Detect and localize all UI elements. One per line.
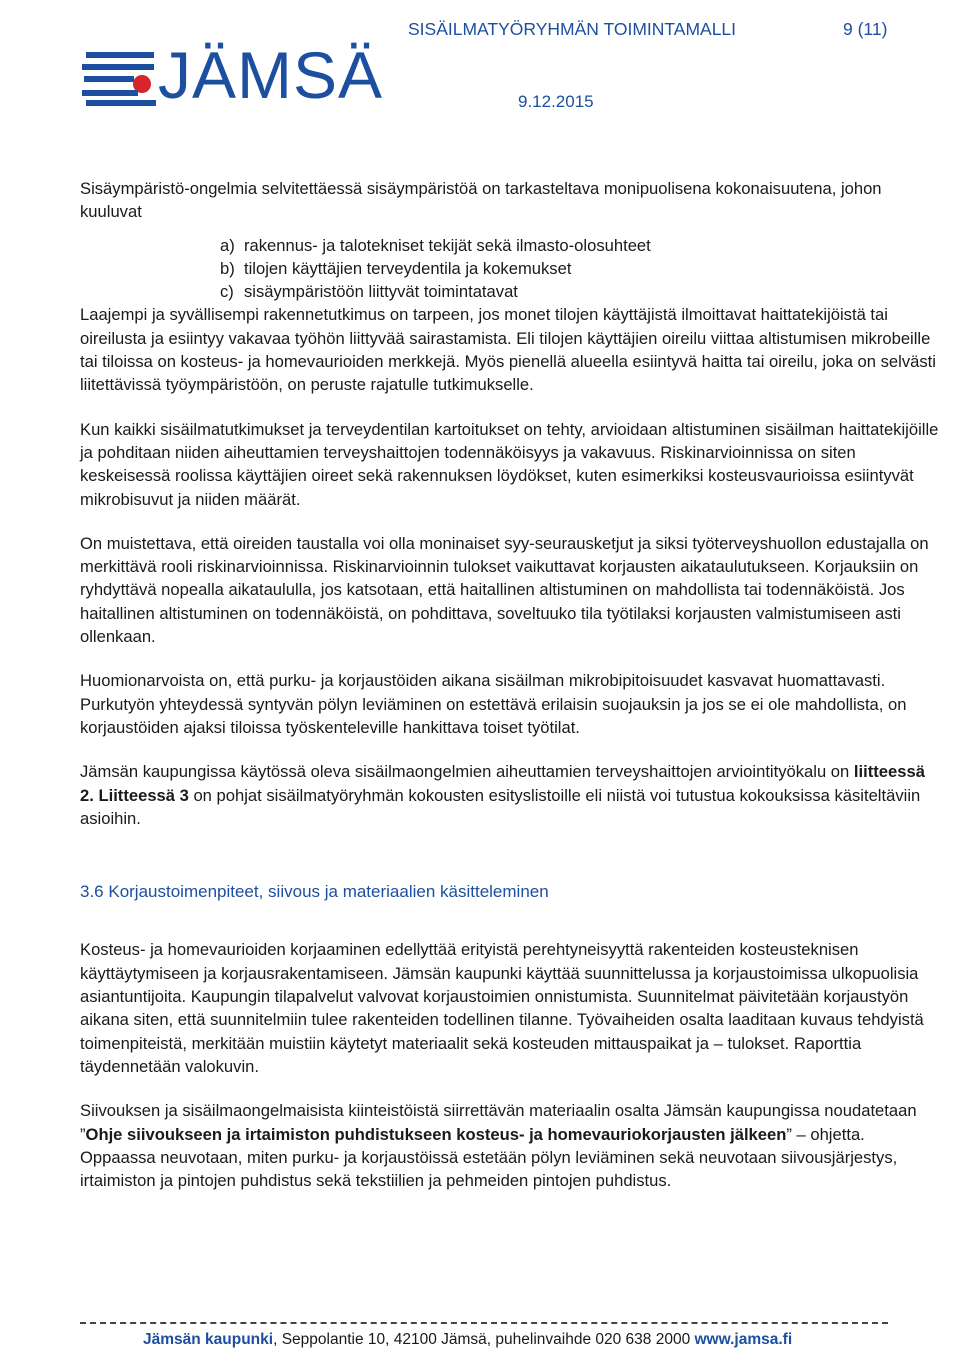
factor-list <box>220 234 942 304</box>
list-marker: b) <box>220 258 235 278</box>
paragraph-intro: Sisäympäristö-ongelmia selvitettäessä sisäympäristöä on tarkasteltava monipuolisena kokonaisuutena, johon kuuluvat <box>80 179 882 222</box>
attachment-reference: liitteessä 2. Liitteessä 3 <box>80 762 925 805</box>
paragraph-2: Kun kaikki sisäilmatutkimukset ja terveydentilan kartoitukset on tehty, arvioidaan altistuminen sisäilman haittatekijöille ja pohditaan niiden aiheuttamien terveyshaittojen todennäköisyys ja vakavuus. Riskinarvioinnissa on siten keskeisessä roolissa käyttäjien oireet sekä rakennuksen löydökset, kuten esimerkiksi kosteusvaurioissa esiintyvät mikrobisuvut ja niiden määrät. <box>80 419 939 509</box>
guide-title: Ohje siivoukseen ja irtaimiston puhdistukseen kosteus- ja homevauriokorjausten jälkeen <box>85 1124 787 1144</box>
paragraph-7-text-end: ” – ohjetta. Oppaassa neuvotaan, miten purku- ja korjaustöissä estetään pölyn leviäminen sekä neuvotaan siivousjärjestys, irtaimiston ja pintojen puhdistus sekä tekstiilien ja pehmeiden pintojen puhdistus. <box>80 1124 898 1191</box>
footer-website-link[interactable]: www.jamsa.fi <box>694 1331 793 1348</box>
list-item <box>220 234 942 257</box>
list-item-text: tilojen käyttäjien terveydentila ja kokemukset <box>244 258 572 278</box>
footer-address: , Seppolantie 10, 42100 Jämsä, puhelinvaihde 020 638 2000 <box>273 1331 695 1348</box>
paragraph-3: On muistettava, että oireiden taustalla voi olla moninaiset syy-seurausketjut ja siksi työterveyshuollon edustajalla on merkittävä rooli riskinarvioinnissa. Riskinarvioinnin tulokset vaikuttavat korjausten aikataulutukseen. Korjauksiin on ryhdyttävä nopealla aikataululla, jos katsotaan, että haitallinen altistuminen on mahdollista tai todennäköistä. Jos haitallinen altistuminen on todennäköistä, on pohdittava, soveltuuko tila työtilaksi korjausten valmistumiseen asti ollenkaan. <box>80 533 929 647</box>
section-heading: 3.6 Korjaustoimenpiteet, siivous ja materiaalien käsitteleminen <box>80 882 549 902</box>
list-marker: c) <box>220 282 234 302</box>
list-marker: a) <box>220 235 235 255</box>
jamsa-logo <box>80 38 384 112</box>
list-item-text: rakennus- ja talotekniset tekijät sekä ilmasto-olosuhteet <box>244 235 651 255</box>
list-item <box>220 257 942 280</box>
document-body <box>80 177 942 1192</box>
document-title: SISÄILMATYÖRYHMÄN TOIMINTAMALLI <box>408 19 737 39</box>
logo-mark-icon <box>80 40 160 110</box>
paragraph-7-text: Siivouksen ja sisäilmaongelmaisista kiinteistöistä siirrettävän materiaalin osalta Jämsän kaupungissa noudatetaan ” <box>80 1101 917 1144</box>
document-date: 9.12.2015 <box>518 92 594 111</box>
paragraph-5-text-end: on pohjat sisäilmatyöryhmän kokousten esityslistoille eli niistä voi tutustua kokouksissa käsiteltäviin asioihin. <box>80 785 921 828</box>
paragraph-1: Laajempi ja syvällisempi rakennetutkimus on tarpeen, jos monet tilojen käyttäjistä ilmoittavat haittatekijöistä tai oireilusta ja esiintyy vakavaa työhön liittyvää sairastamista. Eli tilojen käyttäjien oireilu viittaa altistumisen mikrobeille tai tiloissa on kosteus- ja homevaurioiden merkkejä. Myös pienellä alueella esiintyvä haitta tai oireilu, joka on selvästi liitettävissä työympäristöön, on peruste rajatulle tutkimukselle. <box>80 305 936 395</box>
paragraph-5 <box>80 760 942 830</box>
paragraph-6: Kosteus- ja homevaurioiden korjaaminen edellyttää erityistä perehtyneisyyttä rakenteiden kosteusteknisen käyttäytymiseen ja korjausrakentamiseen. Jämsän kaupunki käyttää suunnittelussa ja korjaustoimissa ulkopuolisia asiantuntijoita. Kaupungin tilapalvelut valvovat korjaustoimien onnistumista. Suunnitelmat päivitetään korjaustyön aikana siten, että suunnitelmiin tulee rakenteiden todellinen tilanne. Työvaiheiden osalta laaditaan kuvaus tehdyistä toimenpiteistä, merkitään muistiin käytetyt materiaalit sekä kosteuden mittauspaikat ja – tulokset. Raporttia täydennetään valokuvin. <box>80 940 924 1076</box>
list-item <box>220 280 942 303</box>
page-number: 9 (11) <box>843 19 888 39</box>
footer-divider <box>80 1322 888 1324</box>
footer-org: Jämsän kaupunki <box>143 1331 274 1348</box>
list-item-text: sisäympäristöön liittyvät toimintatavat <box>244 282 518 302</box>
paragraph-4: Huomionarvoista on, että purku- ja korjaustöiden aikana sisäilman mikrobipitoisuudet kasvavat huomattavasti. Purkutyön yhteydessä syntyvän pölyn leviäminen on estettävä erilaisin suojauksin ja jos se ei ole mahdollista, on korjaustöiden ajaksi tiloissa työskenteleville hankittava toiset työtilat. <box>80 671 907 737</box>
paragraph-5-text: Jämsän kaupungissa käytössä oleva sisäilmaongelmien aiheuttamien terveyshaittojen arviointityökalu on <box>80 762 854 782</box>
logo-wordmark: JÄMSÄ <box>158 38 384 112</box>
paragraph-7 <box>80 1099 942 1192</box>
footer <box>143 1331 792 1349</box>
